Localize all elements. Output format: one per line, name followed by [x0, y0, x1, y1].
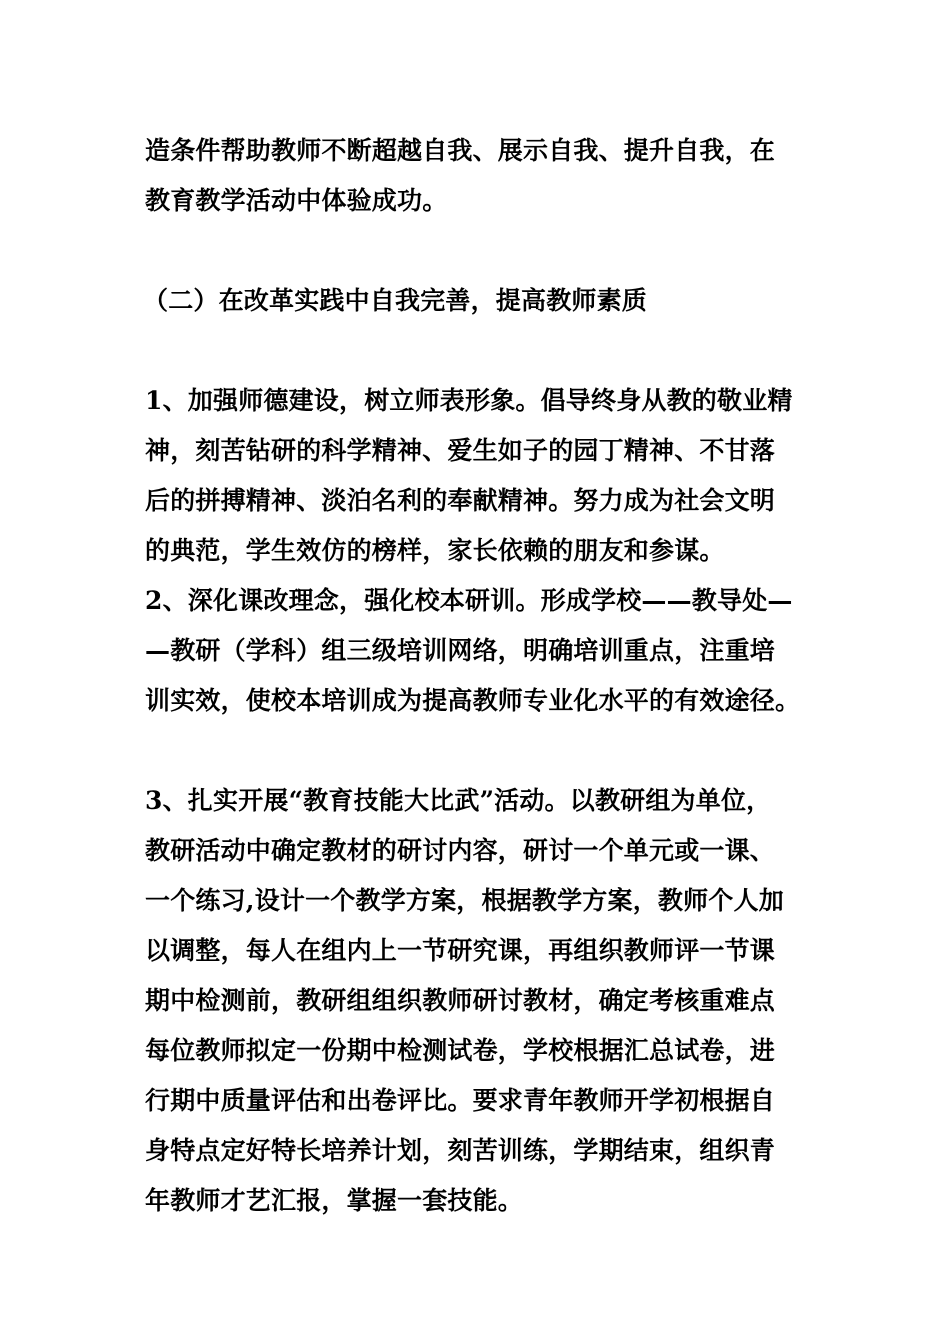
item3-line-4: 以调整，每人在组内上一节研究课，再组织教师评一节课	[145, 936, 776, 965]
item3-line-6: 每位教师拟定一份期中检测试卷，学校根据汇总试卷，进	[145, 1036, 776, 1065]
item3-line-2: 教研活动中确定教材的研讨内容，研讨一个单元或一课、	[145, 836, 776, 865]
intro-line-2: 教育教学活动中体验成功。	[145, 186, 448, 215]
intro-line-1: 造条件帮助教师不断超越自我、展示自我、提升自我，在	[145, 136, 776, 165]
item1-line-4: 的典范，学生效仿的榜样，家长依赖的朋友和参谋。	[145, 536, 725, 565]
item3-line-3: 一个练习,设计一个教学方案，根据教学方案，教师个人加	[145, 886, 784, 915]
item2-line-1: 2、深化课改理念，强化校本研训。形成学校——教导处—	[145, 586, 793, 615]
item3-line-8: 身特点定好特长培养计划，刻苦训练，学期结束，组织青	[145, 1136, 776, 1165]
item3-line-1: 3、扎实开展“教育技能大比武”活动。以教研组为单位，	[145, 786, 772, 815]
item1-line-3: 后的拼搏精神、淡泊名利的奉献精神。努力成为社会文明	[145, 486, 776, 515]
item2-line-2: —教研（学科）组三级培训网络，明确培训重点，注重培	[145, 636, 776, 665]
item3-line-5: 期中检测前，教研组组织教师研讨教材，确定考核重难点	[145, 986, 776, 1015]
item3-line-7: 行期中质量评估和出卷评比。要求青年教师开学初根据自	[145, 1086, 776, 1115]
section-heading: （二）在改革实践中自我完善，提高教师素质	[143, 286, 648, 315]
item3-line-9: 年教师才艺汇报，掌握一套技能。	[145, 1186, 524, 1215]
item1-line-2: 神，刻苦钻研的科学精神、爱生如子的园丁精神、不甘落	[145, 436, 776, 465]
item1-line-1: 1、加强师德建设，树立师表形象。倡导终身从教的敬业精	[145, 386, 793, 415]
item2-line-3: 训实效，使校本培训成为提高教师专业化水平的有效途径。	[145, 686, 801, 715]
